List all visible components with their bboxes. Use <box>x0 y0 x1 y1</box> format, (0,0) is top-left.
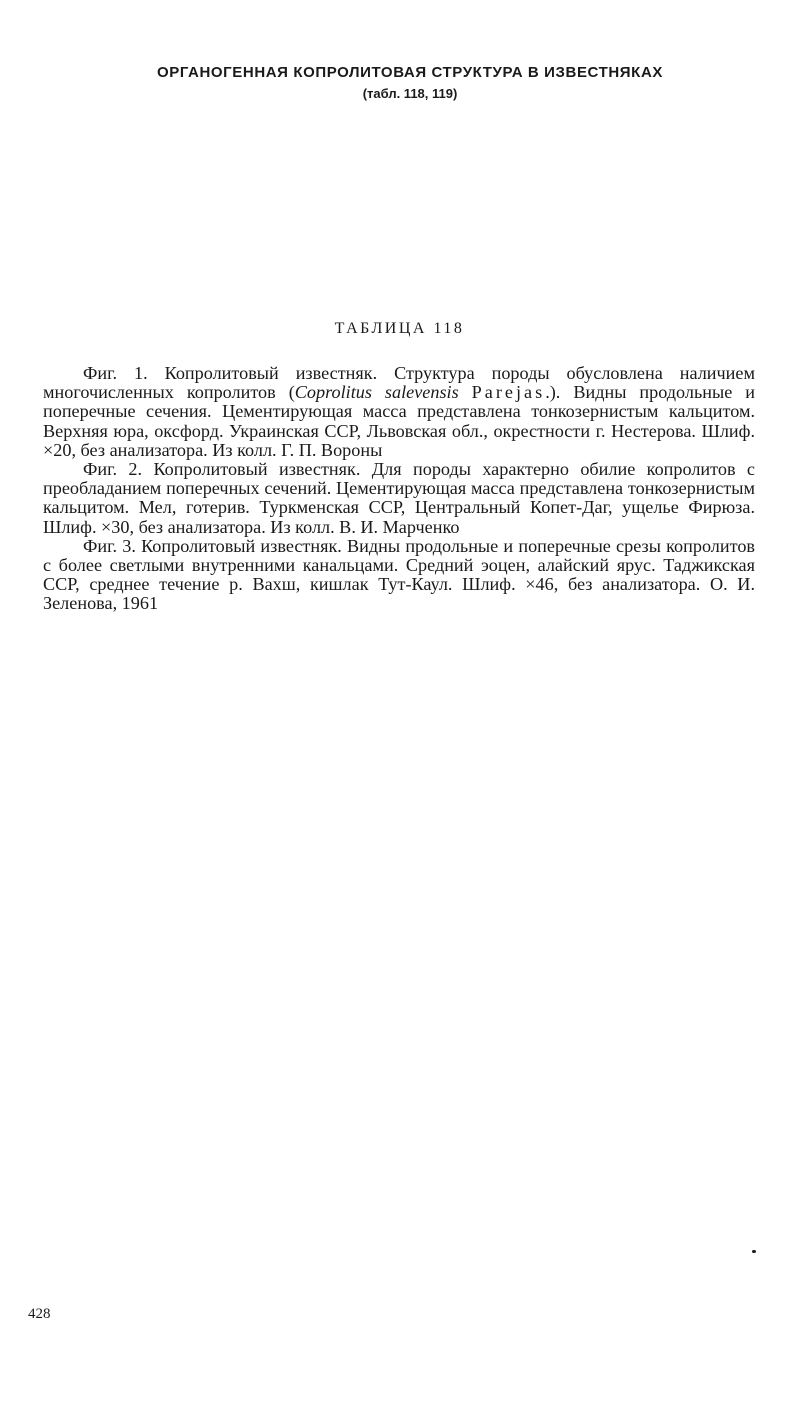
section-subheading: (табл. 118, 119) <box>362 86 458 101</box>
section-heading: ОРГАНОГЕННАЯ КОПРОЛИТОВАЯ СТРУКТУРА В ИЗВЕСТНЯКАХ <box>157 64 663 81</box>
print-speck <box>752 1250 756 1253</box>
figure-captions <box>43 364 755 614</box>
table-title: ТАБЛИЦА 118 <box>334 320 465 337</box>
caption-1-text: Фиг. 1. Копролитовый известняк. Структура породы обусловлена наличием многочисленных копролитов ( <box>43 363 755 403</box>
species-author: Parejas <box>471 382 546 403</box>
figure-caption-2: Фиг. 2. Копролитовый известняк. Для породы характерно обилие копролитов с преобладанием поперечных сечений. Цементирующая масса представлена тонкозернистым кальцитом. Мел, готерив. Туркменская ССР, Центральный Копет-Даг, ущелье Фирюза. Шлиф. ×30, без анализатора. Из колл. В. И. Марченко <box>43 459 755 537</box>
figure-caption-3: Фиг. 3. Копролитовый известняк. Видны продольные и поперечные срезы копролитов с более светлыми внутренними канальцами. Средний эоцен, алайский ярус. Таджикская ССР, среднее течение р. Вахш, кишлак Тут-Каул. Шлиф. ×46, без анализатора. О. И. Зеленова, 1961 <box>43 535 755 614</box>
figure-caption-1 <box>43 364 755 460</box>
page-number: 428 <box>28 1306 51 1322</box>
caption-1-text-cont: .). Видны продольные и поперечные сечения. Цементирующая масса представлена тонкозернистым кальцитом. Верхняя юра, оксфорд. Украинская ССР, Львовская обл., окрестности г. Нестерова. Шлиф. ×20, без анализатора. Из колл. Г. П. Вороны <box>43 382 756 460</box>
species-name: Coprolitus salevensis <box>294 382 459 403</box>
